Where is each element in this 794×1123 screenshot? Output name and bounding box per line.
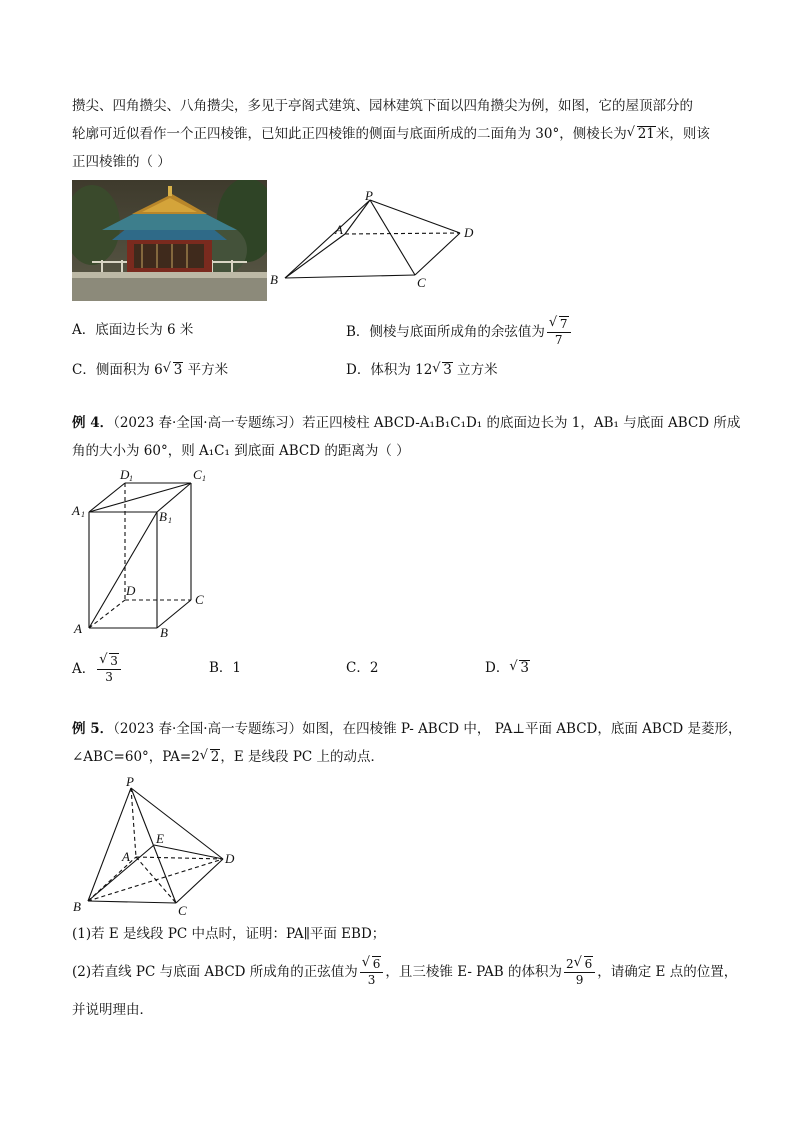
example5-line2: ∠ABC=60°，PA=2√ 2，E 是线段 PC 上的动点． bbox=[72, 747, 384, 767]
ex5-part2: (2)若直线 PC 与底面 ABCD 所成角的正弦值为 √ $\frac{6}{3}$ ，且三棱锥 E- PAB 的体积为 $\frac{2√ 6}{9}$ ，请确定 E 点的位置， bbox=[72, 956, 737, 988]
label-D1-sub: 1 bbox=[129, 474, 133, 483]
label-D: D bbox=[126, 583, 136, 598]
prism-diagram bbox=[68, 465, 218, 645]
label-B1: B bbox=[159, 509, 167, 524]
label-A: A bbox=[335, 222, 343, 237]
problem-text-line3: 正四棱锥的（ ） bbox=[72, 154, 171, 170]
ex4-option-a: A． √ $\frac{3}{3}$ bbox=[72, 653, 123, 685]
ex4-option-b: B．1 bbox=[209, 660, 242, 676]
pyramid-diagram bbox=[265, 188, 485, 288]
label-B1-sub: 1 bbox=[168, 516, 172, 525]
label-A: A bbox=[122, 849, 130, 864]
option-b: B．侧棱与底面所成角的余弦值为 √ $\frac{7}{7}$ bbox=[346, 316, 573, 348]
label-A: A bbox=[74, 621, 82, 636]
option-c: C．侧面积为 6√ 3 平方米 bbox=[72, 360, 228, 380]
label-P: P bbox=[365, 188, 373, 203]
example4-line1: 例 4．（2023 春·全国·高一专题练习）若正四棱柱 ABCD-A₁B₁C₁D₁ 的底面边长为 1，AB₁ 与底面 ABCD 所成 bbox=[72, 415, 741, 431]
ex4-option-c: C．2 bbox=[346, 660, 379, 676]
example4-line2: 角的大小为 60°，则 A₁C₁ 到底面 ABCD 的距离为（ ） bbox=[72, 443, 410, 459]
ex5-part1: (1)若 E 是线段 PC 中点时，证明：PA∥平面 EBD； bbox=[72, 926, 386, 942]
pavilion-photo bbox=[72, 180, 267, 301]
option-d: D．体积为 12√ 3 立方米 bbox=[346, 360, 498, 380]
label-D: D bbox=[225, 851, 235, 866]
label-A1: A bbox=[72, 503, 80, 518]
pyramid-pabcd-diagram bbox=[68, 775, 248, 920]
label-D1: D bbox=[120, 467, 130, 482]
label-E: E bbox=[156, 831, 164, 846]
problem-text-line1: 攒尖、四角攒尖、八角攒尖，多见于亭阁式建筑、园林建筑下面以四角攒尖为例，如图，它的屋顶部分的 bbox=[72, 98, 693, 114]
label-C1: C bbox=[193, 467, 202, 482]
label-D: D bbox=[464, 225, 474, 240]
label-C1-sub: 1 bbox=[202, 474, 206, 483]
label-C: C bbox=[178, 903, 187, 918]
option-a: A．底面边长为 6 米 bbox=[72, 322, 194, 338]
ex5-part3: 并说明理由． bbox=[72, 1002, 153, 1018]
label-P: P bbox=[126, 775, 134, 789]
ex4-option-d: D．√ 3 bbox=[485, 658, 530, 678]
label-B: B bbox=[160, 625, 168, 640]
label-C: C bbox=[195, 592, 204, 607]
label-C: C bbox=[417, 275, 426, 288]
example5-line1: 例 5．（2023 春·全国·高一专题练习）如图，在四棱锥 P- ABCD 中， PA⊥平面 ABCD，底面 ABCD 是菱形， bbox=[72, 721, 742, 737]
problem-text-line2: 轮廓可近似看作一个正四棱锥，已知此正四棱锥的侧面与底面所成的二面角为 30°，侧棱长为√ 21米，则该 bbox=[72, 124, 710, 144]
label-A1-sub: 1 bbox=[81, 510, 85, 519]
label-B: B bbox=[270, 272, 278, 287]
label-B: B bbox=[73, 899, 81, 914]
